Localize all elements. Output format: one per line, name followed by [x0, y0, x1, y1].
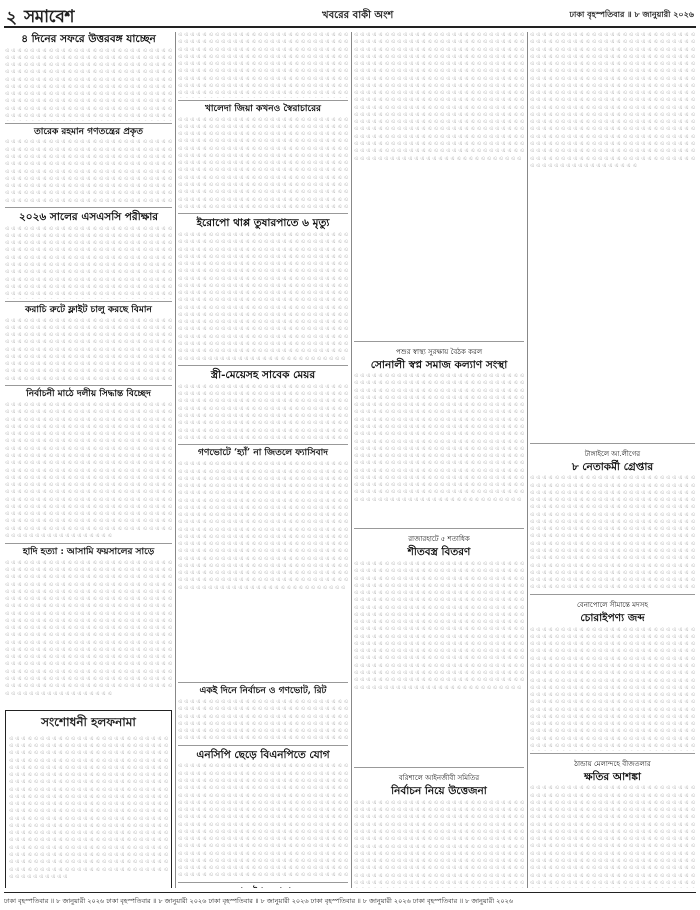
column-2 — [178, 32, 348, 888]
story-divider — [5, 543, 172, 544]
news-story — [178, 218, 348, 366]
column-4 — [530, 32, 695, 888]
story-headline — [178, 887, 348, 888]
story-divider — [178, 682, 348, 683]
story-body-text: এ এ এ এ এ এ এ এ এ এ এ এ এ এ এ এ এ এ এ এ এ এ এ এ এ এ এ এ এ এ এ এ এ এ এ এ এ এ এ এ এ এ এ এ এ এ এ এ এ এ এ এ এ এ এ এ এ এ এ এ এ এ এ এ এ এ এ এ এ এ এ এ এ এ এ এ এ এ এ এ এ এ এ এ এ এ এ এ এ এ এ এ এ এ এ এ এ এ এ এ এ এ এ এ এ এ এ এ এ এ এ এ এ এ এ এ এ এ এ এ এ এ এ এ এ এ এ এ এ এ এ এ এ এ এ এ এ এ এ এ এ এ এ এ এ এ এ এ এ এ এ এ এ এ এ এ এ এ এ এ এ এ এ এ এ এ এ এ এ এ এ এ এ এ এ এ এ এ এ এ এ এ এ এ এ এ এ এ এ এ এ এ এ এ এ এ এ এ এ এ এ এ এ এ এ এ এ এ এ এ এ এ এ এ এ এ এ এ এ এ এ এ এ এ এ এ এ এ এ এ এ এ এ এ এ এ এ এ এ এ এ এ এ — [5, 317, 172, 382]
story-kicker: পশুর স্বাস্থ্য সুরক্ষায় বৈঠক করল — [395, 347, 483, 356]
story-headline: ৮ নেতাকর্মী গ্রেপ্তার — [571, 460, 654, 473]
story-kicker: টাঙ্গাইলে আ.লীগের — [584, 449, 641, 458]
story-divider — [5, 301, 172, 302]
story-divider — [354, 767, 524, 768]
story-headline: গণভোটে ‘হ্যাঁ’ না জিতলে ফ্যাসিবাদ — [198, 448, 328, 459]
story-body-text: এ এ এ এ এ এ এ এ এ এ এ এ এ এ এ এ এ এ এ এ এ এ এ এ এ এ এ এ এ এ এ এ এ এ এ এ এ এ এ এ এ এ এ এ এ এ এ এ এ এ এ এ এ এ এ এ এ এ এ এ এ এ এ এ এ এ এ এ এ এ এ এ এ এ এ এ এ এ এ এ এ এ এ এ এ এ এ এ এ এ এ এ এ এ এ এ এ এ এ এ এ এ এ এ এ এ এ এ এ এ এ এ এ এ এ এ এ এ এ এ এ এ এ এ এ এ এ এ এ এ এ এ এ এ এ এ এ এ এ এ এ এ এ এ এ এ এ এ এ এ এ এ এ এ এ এ এ এ এ এ এ এ এ এ এ এ এ এ এ এ এ এ এ এ এ এ এ এ এ এ এ এ এ এ এ এ এ এ এ এ এ এ এ এ এ এ এ এ এ এ এ এ এ এ এ এ এ এ এ এ এ এ এ এ এ এ এ এ এ এ এ এ এ এ এ এ এ এ এ এ এ এ এ এ এ এ এ এ এ এ এ এ এ এ এ এ এ এ এ এ এ এ এ এ এ এ এ এ এ এ এ এ এ এ এ এ এ এ এ এ এ এ এ এ এ এ এ এ এ এ এ এ এ এ এ এ এ এ এ এ এ এ এ এ এ এ এ এ এ এ এ এ এ এ এ এ এ এ এ এ এ এ এ এ এ এ এ এ এ এ এ এ এ এ এ এ এ এ এ এ এ এ এ এ এ এ এ এ এ এ এ এ এ এ এ এ এ এ এ এ এ এ এ এ এ এ এ এ এ এ এ এ এ এ এ এ এ এ এ এ এ এ এ এ এ এ এ এ এ এ এ এ এ এ এ এ এ এ এ এ এ এ এ এ এ এ এ এ এ এ এ এ এ এ এ এ এ এ এ এ এ এ এ এ এ এ এ এ এ এ এ এ এ এ এ এ এ এ এ এ এ এ এ এ এ এ এ এ এ এ এ এ এ এ এ এ এ এ এ এ এ এ এ এ এ এ এ এ এ এ এ এ এ এ এ এ এ এ এ এ এ এ এ এ এ এ এ এ এ এ এ এ এ এ এ এ এ এ এ এ এ এ এ এ এ এ এ এ এ এ এ এ এ এ — [178, 232, 348, 362]
story-body-text: এ এ এ এ এ এ এ এ এ এ এ এ এ এ এ এ এ এ এ এ এ এ এ এ এ এ এ এ এ এ এ এ এ এ এ এ এ এ এ এ এ এ এ এ এ এ এ এ এ এ এ এ এ এ এ এ এ এ এ এ এ এ এ এ এ এ এ এ এ এ এ এ এ এ এ এ এ এ এ এ এ এ এ এ এ এ এ এ এ এ এ এ এ এ এ এ এ এ এ এ এ এ এ এ এ এ এ এ এ এ এ এ এ এ এ এ এ এ এ এ এ এ এ এ এ এ এ এ এ এ এ এ এ এ এ এ এ এ এ এ এ এ এ এ এ এ এ এ এ এ এ এ এ এ এ এ এ এ এ এ এ এ এ এ এ এ এ এ এ এ এ এ এ এ এ এ এ এ এ এ এ এ এ এ এ এ এ এ এ এ এ এ এ এ এ এ এ এ এ এ এ এ এ এ এ এ এ এ এ এ এ এ এ এ এ এ এ এ এ এ এ এ এ এ এ এ এ এ এ এ এ এ এ এ এ এ এ এ এ এ এ এ এ এ এ এ এ এ এ এ এ এ এ এ এ এ এ এ এ এ এ এ এ এ এ এ এ এ এ এ — [5, 47, 172, 119]
story-headline: হাদি হত্যা : আসামি ফয়সালের সাড়ে — [22, 546, 155, 557]
story-headline: এনসিপি ছেড়ে বিএনপিতে যোগ — [196, 748, 330, 761]
news-story — [354, 772, 524, 888]
story-divider — [530, 594, 695, 595]
story-headline: ক্ষতির আশঙ্কা — [584, 770, 641, 783]
news-story — [354, 32, 524, 342]
story-headline: নির্বাচন নিয়ে উত্তেজনা — [391, 785, 487, 798]
story-divider — [178, 213, 348, 214]
story-divider — [178, 100, 348, 101]
story-divider — [5, 207, 172, 208]
news-story — [354, 533, 524, 768]
story-divider — [178, 745, 348, 746]
news-story — [5, 212, 172, 302]
story-headline: সোনালী স্বপ্ন সমাজ কল্যাণ সংস্থা — [370, 358, 508, 371]
story-headline: করাচি রুটে ফ্লাইট চালু করছে বিমান — [25, 304, 152, 315]
news-story — [178, 449, 348, 683]
story-body-text: এ এ এ এ এ এ এ এ এ এ এ এ এ এ এ এ এ এ এ এ এ এ এ এ এ এ এ এ এ এ এ এ এ এ এ এ এ এ এ এ এ এ এ এ এ এ এ এ এ এ এ এ এ এ এ এ এ এ এ এ এ এ এ এ এ এ এ এ এ এ এ এ এ এ এ এ এ এ এ এ এ এ এ এ এ এ এ এ এ এ এ এ এ এ এ এ এ এ এ এ এ এ এ এ এ এ এ এ এ এ এ এ এ এ এ এ এ এ এ এ এ এ এ এ এ এ এ এ এ এ এ এ এ এ এ এ এ এ এ এ এ এ এ এ এ এ এ এ এ এ এ এ এ এ এ এ এ এ এ এ এ এ এ এ এ এ এ এ এ এ এ এ এ এ এ এ এ এ এ এ এ এ এ এ এ এ এ এ এ এ এ এ এ এ এ এ এ এ এ এ এ এ এ এ এ এ এ এ এ এ এ এ এ এ এ এ এ এ এ এ এ এ এ এ এ এ এ এ এ এ এ এ এ এ এ এ এ এ এ এ এ এ এ এ এ এ এ এ এ এ এ এ এ এ এ এ এ এ এ এ এ এ এ এ এ এ এ এ এ এ এ এ এ এ এ এ এ এ এ এ এ এ এ এ এ এ এ এ এ এ এ এ এ এ এ এ এ এ এ এ এ এ এ এ এ এ এ এ এ এ এ এ এ এ এ এ এ এ এ এ এ এ এ এ এ এ এ এ এ এ এ এ এ এ এ এ এ এ এ এ এ এ এ এ এ এ এ এ এ এ এ এ এ এ এ এ এ এ এ এ এ এ এ এ — [178, 116, 348, 210]
column-1-stories — [5, 34, 172, 706]
story-headline: তারেক রহমান গণতন্ত্রের প্রকৃত — [34, 126, 143, 137]
story-body-text: এ এ এ এ এ এ এ এ এ এ এ এ এ এ এ এ এ এ এ এ এ এ এ এ এ এ এ এ এ এ এ এ এ এ এ এ এ এ এ এ এ এ এ এ এ এ এ এ এ এ এ এ এ এ এ এ এ এ এ এ এ এ এ এ এ এ এ এ এ এ এ এ এ এ এ এ এ এ এ এ এ এ এ এ এ এ এ এ এ এ এ এ এ এ এ এ এ এ এ এ এ এ এ এ এ এ এ এ এ এ এ এ এ এ এ এ এ এ এ এ এ এ এ এ এ এ এ এ এ এ এ এ এ এ এ এ এ এ এ এ এ এ এ এ এ এ এ এ এ এ এ এ এ এ এ এ এ এ এ এ এ এ এ এ এ এ এ এ এ এ এ এ এ এ এ এ এ এ এ এ এ এ এ এ এ এ এ এ এ এ এ এ এ এ এ এ এ এ এ এ এ এ এ এ এ এ এ এ এ এ এ এ এ এ এ এ এ এ এ এ এ এ এ এ এ এ এ এ এ এ এ এ এ এ এ এ এ এ এ এ এ এ এ এ এ এ এ এ এ এ এ এ — [178, 32, 348, 97]
issue-date: ঢাকা বৃহস্পতিবার ॥ ৮ জানুয়ারী ২০২৬ — [569, 10, 694, 19]
news-story — [530, 448, 695, 595]
story-body-text: এ এ এ এ এ এ এ এ এ এ এ এ এ এ এ এ এ এ এ এ এ এ এ এ এ এ এ এ এ এ এ এ এ এ এ এ এ এ এ এ এ এ এ এ এ এ এ এ এ এ এ এ এ এ এ এ এ এ এ এ এ এ এ এ এ এ এ এ এ এ এ এ এ এ এ এ এ এ এ এ এ এ এ এ এ এ এ এ এ এ এ এ এ এ এ এ এ এ এ এ এ এ এ এ এ এ এ এ এ এ এ এ এ এ এ এ এ এ এ এ এ এ এ এ এ এ এ এ এ এ এ এ এ এ এ এ এ এ এ এ এ এ এ এ এ এ এ এ এ এ এ এ এ এ এ এ এ এ এ এ এ এ এ এ এ এ এ এ এ এ এ এ এ এ এ এ এ এ এ এ এ এ এ এ এ এ এ এ এ এ এ এ এ এ এ এ এ এ এ এ এ এ এ এ এ এ এ এ এ এ এ এ এ এ এ এ এ এ এ এ এ এ এ এ এ এ এ এ এ এ এ এ এ এ এ এ এ এ এ এ এ এ এ এ এ এ এ এ এ এ এ এ এ এ এ এ এ এ এ এ এ এ এ এ এ এ এ এ এ এ এ এ এ এ এ এ এ এ এ এ এ এ এ এ এ এ এ এ এ এ এ এ এ এ এ এ এ এ এ এ এ এ এ এ এ এ এ এ এ এ এ এ এ এ এ এ এ এ এ এ এ এ এ এ এ এ এ এ এ এ এ এ এ এ এ এ — [354, 799, 524, 886]
section-title: খবরের বাকী অংশ — [322, 10, 394, 21]
story-body-text: এ এ এ এ এ এ এ এ এ এ এ এ এ এ এ এ এ এ এ এ এ এ এ এ এ এ এ এ এ এ এ এ এ এ এ এ এ এ এ এ এ এ এ এ এ এ এ এ এ এ এ এ এ এ এ এ এ এ এ এ এ এ এ এ এ এ এ এ এ এ এ এ এ এ এ এ এ এ এ এ এ এ এ এ এ এ এ এ এ এ এ এ এ এ এ এ এ এ এ এ এ এ এ এ এ এ এ এ এ এ এ এ এ এ এ এ এ এ এ এ এ এ এ এ এ এ এ এ এ এ এ এ এ এ এ এ এ এ এ এ এ এ এ এ এ এ এ এ এ এ এ এ এ এ এ এ এ এ এ এ এ এ এ এ এ এ এ এ এ এ এ এ এ এ এ এ এ এ এ এ এ এ এ এ এ এ এ এ এ এ এ এ এ এ এ এ এ এ এ এ এ এ এ এ এ এ এ এ এ এ এ এ এ এ এ এ এ এ এ এ এ এ এ এ এ এ এ এ এ এ এ এ এ এ এ এ এ এ এ এ এ এ এ এ এ এ এ এ এ এ এ এ এ এ এ এ এ এ এ এ এ এ এ এ এ এ এ এ এ এ এ এ এ এ এ এ এ এ এ এ এ এ এ এ এ এ এ এ এ এ এ এ এ এ এ এ এ এ এ এ এ এ এ এ এ এ এ এ এ এ এ এ এ এ এ এ এ এ এ এ এ এ এ এ এ এ এ এ এ এ এ এ এ এ এ এ এ এ এ এ এ এ এ এ এ এ এ এ এ এ এ এ এ এ এ এ এ এ এ এ এ এ এ এ এ এ এ এ এ এ এ এ এ এ এ এ এ এ এ এ এ এ এ এ এ এ এ এ এ এ এ এ এ এ এ এ এ এ এ এ এ এ এ এ এ এ এ এ এ এ এ এ এ এ এ এ এ এ এ এ এ এ এ এ এ এ এ এ এ এ এ এ এ এ এ এ এ এ এ এ এ এ এ এ এ এ এ এ এ এ এ এ এ এ এ এ এ এ এ এ এ এ এ এ এ এ এ এ এ এ এ এ এ এ এ এ এ এ এ এ এ এ এ এ এ এ এ এ এ এ এ এ এ এ এ এ এ এ এ এ এ এ এ এ — [5, 559, 172, 697]
news-story — [530, 32, 695, 444]
corrective-affidavit-notice — [5, 710, 172, 888]
story-body-text: এ এ এ এ এ এ এ এ এ এ এ এ এ এ এ এ এ এ এ এ এ এ এ এ এ এ এ এ এ এ এ এ এ এ এ এ এ এ এ এ এ এ এ এ এ এ এ এ এ এ এ এ এ এ এ এ এ এ এ এ এ এ এ এ এ এ এ এ এ এ এ এ এ এ এ এ এ এ এ এ এ এ এ এ এ এ এ এ এ এ এ এ এ এ এ এ এ এ এ এ এ এ এ এ এ এ এ এ এ এ এ এ এ এ এ এ এ এ এ এ এ এ এ এ এ এ এ এ এ এ এ এ এ এ এ এ এ এ এ এ এ এ এ এ এ এ এ এ এ এ এ এ এ এ এ এ এ এ এ এ এ এ এ এ এ এ এ এ এ এ এ এ এ এ এ এ এ এ এ এ এ এ এ এ এ এ এ এ এ এ এ এ এ এ এ এ এ এ এ এ এ এ এ এ এ এ এ এ এ এ এ এ এ এ এ এ এ এ এ এ এ এ এ এ এ এ এ এ এ এ এ এ এ এ এ এ এ এ এ এ এ এ এ এ এ এ এ এ এ এ এ এ এ এ এ এ এ এ এ এ এ এ এ এ এ এ এ এ এ এ এ এ এ এ এ এ এ এ এ এ এ এ এ এ এ এ এ এ এ এ এ এ এ এ এ এ এ এ এ এ এ এ এ এ এ এ এ এ এ এ এ এ এ এ এ এ এ এ এ এ এ এ এ এ এ এ এ এ এ এ এ এ এ এ এ এ এ এ এ এ এ এ এ এ এ এ এ এ এ এ এ এ এ এ এ এ এ এ এ এ এ এ এ এ এ এ এ এ এ এ এ এ এ এ এ এ এ এ এ এ এ এ এ এ এ এ এ এ এ এ এ এ এ এ এ এ এ এ এ এ এ এ এ এ এ এ এ এ এ এ এ এ এ এ এ এ এ এ এ এ এ এ এ এ এ এ এ এ এ এ এ এ এ এ এ এ এ এ এ এ এ এ এ এ এ এ এ এ এ এ এ এ এ এ এ এ এ এ এ এ এ এ এ এ এ এ এ এ এ এ এ এ এ এ এ এ এ এ এ এ এ এ এ এ এ এ এ এ এ এ এ এ এ এ এ এ এ এ এ এ এ এ এ এ — [178, 461, 348, 591]
news-story — [5, 390, 172, 544]
story-body-text: এ এ এ এ এ এ এ এ এ এ এ এ এ এ এ এ এ এ এ এ এ এ এ এ এ এ এ এ এ এ এ এ এ এ এ এ এ এ এ এ এ এ এ এ এ এ এ এ এ এ এ এ এ এ এ এ এ এ এ এ এ এ এ এ এ এ এ এ এ এ এ এ এ এ এ এ এ এ এ এ এ এ এ এ এ এ এ এ এ এ এ এ এ এ এ এ এ এ এ এ এ এ এ এ এ এ এ এ এ এ এ এ এ এ এ এ এ এ এ এ এ এ এ এ এ এ এ এ এ এ এ এ এ এ এ এ এ এ এ এ এ এ এ এ এ এ এ এ এ এ এ এ এ এ এ এ এ এ এ এ এ এ এ এ এ এ এ এ এ এ এ এ এ এ এ এ এ এ এ এ এ এ এ এ এ এ এ এ এ এ এ এ এ এ এ এ এ এ এ এ এ এ এ এ এ এ এ এ এ এ এ এ এ এ এ এ এ এ এ এ এ এ এ এ এ এ এ এ এ এ এ এ এ এ এ এ এ এ এ এ এ এ এ — [5, 139, 172, 204]
story-divider — [5, 385, 172, 386]
news-story — [530, 758, 695, 888]
page-number: ২ — [6, 8, 18, 28]
news-story — [178, 105, 348, 215]
news-story — [178, 370, 348, 445]
news-story — [178, 887, 348, 888]
notice-body-text: এ এ এ এ এ এ এ এ এ এ এ এ এ এ এ এ এ এ এ এ এ এ এ এ এ এ এ এ এ এ এ এ এ এ এ এ এ এ এ এ এ এ এ এ এ এ এ এ এ এ এ এ এ এ এ এ এ এ এ এ এ এ এ এ এ এ এ এ এ এ এ এ এ এ এ এ এ এ এ এ এ এ এ এ এ এ এ এ এ এ এ এ এ এ এ এ এ এ এ এ এ এ এ এ এ এ এ এ এ এ এ এ এ এ এ এ এ এ এ এ এ এ এ এ এ এ এ এ এ এ এ এ এ এ এ এ এ এ এ এ এ এ এ এ এ এ এ এ এ এ এ এ এ এ এ এ এ এ এ এ এ এ এ এ এ এ এ এ এ এ এ এ এ এ এ এ এ এ এ এ এ এ এ এ এ এ এ এ এ এ এ এ এ এ এ এ এ এ এ এ এ এ এ এ এ এ এ এ এ এ এ এ এ এ এ এ এ এ এ এ এ এ এ এ এ এ এ এ এ এ এ এ এ এ এ এ এ এ এ এ এ এ এ এ এ এ এ এ এ এ এ এ এ এ এ এ এ এ এ এ এ এ এ এ এ এ এ এ এ এ এ এ এ এ এ এ এ এ এ এ এ এ এ এ এ এ এ এ এ এ এ এ এ এ এ এ এ এ এ এ এ এ এ এ এ এ এ এ এ এ এ এ এ এ এ এ এ এ এ এ এ এ এ এ এ এ এ এ এ এ এ এ এ এ এ এ এ এ এ এ এ এ এ এ এ এ এ এ এ এ এ এ এ এ এ এ এ এ এ এ এ এ এ এ এ এ এ এ এ এ এ এ এ এ এ এ এ এ এ এ এ এ এ এ এ এ এ এ এ এ এ এ এ এ এ এ এ এ এ এ এ এ এ এ এ এ এ এ এ এ এ এ এ এ এ এ এ এ এ এ এ এ এ এ এ এ এ এ এ এ এ এ এ এ এ এ এ এ এ এ এ এ এ এ এ এ এ এ এ এ এ এ এ এ এ এ এ এ এ এ এ এ এ এ এ এ এ এ এ এ এ এ এ এ এ এ এ এ এ এ এ এ এ এ এ এ এ এ এ এ এ এ এ এ এ এ এ এ এ এ এ এ এ এ — [9, 735, 168, 880]
masthead — [4, 4, 696, 28]
news-story — [5, 128, 172, 209]
story-body-text: এ এ এ এ এ এ এ এ এ এ এ এ এ এ এ এ এ এ এ এ এ এ এ এ এ এ এ এ এ এ এ এ এ এ এ এ এ এ এ এ এ এ এ এ এ এ এ এ এ এ এ এ এ এ এ এ এ এ এ এ এ এ এ এ এ এ এ এ এ এ এ এ এ এ এ এ এ এ এ এ এ এ এ এ এ এ এ এ এ এ এ এ এ এ এ এ এ এ এ এ এ এ এ এ এ এ এ এ এ এ এ এ এ এ এ এ এ এ এ এ এ এ এ এ এ এ এ এ এ এ এ এ এ এ এ এ এ এ এ এ এ এ এ এ এ এ এ এ এ এ এ এ এ এ এ এ এ এ এ এ এ এ এ এ এ এ এ এ এ এ এ এ এ এ এ এ এ এ এ এ এ এ এ এ এ এ এ এ এ এ এ এ এ এ এ এ এ এ এ এ এ এ এ এ এ এ এ এ এ এ এ এ এ এ এ এ এ এ এ এ এ এ এ এ এ এ এ এ এ এ এ এ এ এ এ এ এ এ এ এ এ এ এ এ এ এ এ এ এ এ এ এ এ এ এ এ এ এ এ এ এ এ এ এ এ এ এ এ এ এ — [5, 225, 172, 298]
story-body-text: এ এ এ এ এ এ এ এ এ এ এ এ এ এ এ এ এ এ এ এ এ এ এ এ এ এ এ এ এ এ এ এ এ এ এ এ এ এ এ এ এ এ এ এ এ এ এ এ এ এ এ এ এ এ এ এ এ এ এ এ এ এ এ এ এ এ এ এ এ এ এ এ এ এ এ এ এ এ এ এ এ এ এ এ এ এ এ এ এ এ এ এ এ এ এ এ এ এ এ এ এ এ এ এ এ এ এ এ এ এ এ এ এ এ এ এ এ এ এ এ এ এ এ এ এ এ এ এ এ এ এ এ এ এ এ এ এ এ এ এ এ এ এ এ এ এ এ এ এ এ এ এ এ এ এ এ এ এ এ এ এ এ এ এ এ এ এ এ এ এ এ এ এ এ এ এ এ এ এ এ এ এ এ এ এ এ এ এ এ এ এ এ এ এ এ এ এ এ এ এ এ এ এ এ এ এ এ এ এ এ এ এ এ এ এ এ এ এ এ এ এ এ এ এ এ এ এ এ এ এ এ এ এ এ এ এ এ এ এ এ এ এ এ এ এ এ এ এ এ এ এ এ এ এ এ এ এ এ এ এ এ এ এ এ এ এ এ এ এ এ এ এ এ এ এ এ এ এ এ এ এ এ এ এ এ এ এ এ এ এ এ এ এ এ এ এ এ এ এ এ এ এ এ এ এ এ এ এ এ এ এ এ এ এ এ এ এ এ এ এ এ এ এ এ এ এ এ এ এ এ এ এ এ এ এ এ এ এ এ এ এ এ এ এ এ এ এ এ এ এ এ এ এ এ এ এ এ এ এ এ এ এ এ এ এ এ এ এ এ এ এ এ এ এ এ এ এ এ এ এ এ এ এ এ এ এ এ এ এ এ এ এ এ এ এ এ এ এ এ এ এ এ এ এ এ এ এ এ এ এ এ এ এ এ এ এ এ এ এ এ এ এ এ এ এ এ এ এ এ এ এ এ এ এ এ এ এ এ এ এ এ এ এ এ এ এ এ এ — [178, 763, 348, 879]
story-divider — [354, 528, 524, 529]
page-footer: ঢাকা বৃহস্পতিবার ॥ ৮ জানুয়ারী ২০২৬ ঢাকা বৃহস্পতিবার ॥ ৮ জানুয়ারী ২০২৬ ঢাকা বৃহস্পতিবার ॥ ৮ জানুয়ারী ২০২৬ ঢাকা বৃহস্পতিবার ॥ ৮ জানুয়ারী ২০২৬ ঢাকা বৃহস্পতিবার ॥ ৮ জানুয়ারী ২০২৬ — [4, 892, 696, 907]
story-headline: শীতবস্ত্র বিতরণ — [407, 546, 471, 559]
story-kicker: ঠান্ডায় মেলান্দহে বীজতলার — [574, 759, 651, 768]
story-body-text: এ এ এ এ এ এ এ এ এ এ এ এ এ এ এ এ এ এ এ এ এ এ এ এ এ এ এ এ এ এ এ এ এ এ এ এ এ এ এ এ এ এ এ এ এ এ এ এ এ এ এ এ এ এ এ এ এ এ এ এ এ এ এ এ এ এ এ এ এ এ এ এ এ এ এ এ এ এ এ এ এ এ এ এ এ এ এ এ এ এ এ এ এ এ এ এ এ এ এ এ এ এ এ এ এ এ এ এ এ এ এ এ এ এ এ এ এ এ এ এ এ এ এ এ এ এ এ এ এ এ এ এ এ এ এ এ এ এ এ এ এ এ এ এ এ এ এ এ এ এ এ এ এ এ এ এ এ এ এ এ এ এ এ এ এ এ এ এ এ এ এ এ এ এ এ এ এ এ এ এ এ এ এ এ এ এ এ এ এ এ এ এ এ এ এ এ এ এ এ এ এ এ এ এ এ এ এ এ এ এ এ এ এ এ এ এ এ এ এ এ এ এ এ এ এ এ এ এ এ এ এ এ এ এ এ এ এ এ এ এ এ এ এ এ এ এ এ এ এ এ এ এ এ এ এ এ এ এ এ এ এ এ এ এ এ এ এ এ এ এ এ এ এ এ এ এ এ এ এ এ এ এ এ এ এ এ এ এ এ এ এ এ এ এ এ এ এ এ এ এ এ এ এ এ এ এ এ এ এ এ এ এ এ এ এ এ এ এ এ এ এ এ এ এ এ এ এ এ এ এ এ এ এ এ এ এ এ এ এ এ এ এ এ এ এ এ এ এ এ এ এ এ এ এ এ এ এ এ এ এ এ এ এ এ এ এ এ এ এ এ এ এ এ এ এ এ এ এ এ এ এ এ এ এ এ এ এ এ এ এ এ এ এ এ এ এ এ এ এ এ এ এ এ এ এ এ এ এ এ এ এ এ এ এ এ এ এ এ এ এ এ এ এ এ এ এ এ এ এ এ এ এ এ এ এ এ এ এ এ এ এ এ এ এ এ এ এ এ এ এ এ এ এ এ এ এ এ এ এ এ এ এ এ এ এ এ এ এ এ এ এ এ এ এ এ এ এ এ এ এ এ এ এ এ এ এ এ এ এ এ এ এ এ এ এ এ এ এ এ এ এ এ এ এ — [354, 32, 524, 162]
newspaper-logo: সমাবেশ — [24, 7, 74, 27]
story-kicker: বেনাপোলে সীমান্তে মদসহ — [576, 601, 649, 610]
story-divider — [530, 753, 695, 754]
story-divider — [178, 882, 348, 883]
story-headline: ৪ দিনের সফরে উত্তরবঙ্গ যাচ্ছেন — [21, 33, 156, 45]
story-body-text: এ এ এ এ এ এ এ এ এ এ এ এ এ এ এ এ এ এ এ এ এ এ এ এ এ এ এ এ এ এ এ এ এ এ এ এ এ এ এ এ এ এ এ এ এ এ এ এ এ এ এ এ এ এ এ এ এ এ এ এ এ এ এ এ এ এ এ এ এ এ এ এ এ এ এ এ এ এ এ এ এ এ এ এ এ এ এ এ এ এ এ এ এ এ এ এ এ এ এ এ এ এ এ এ এ এ এ এ এ এ এ এ এ এ এ এ এ এ এ এ এ এ এ এ এ এ এ এ এ এ এ এ এ এ এ এ এ এ এ এ এ এ এ এ এ এ এ এ এ এ এ এ এ এ এ এ এ এ এ এ এ এ এ এ এ এ এ এ — [178, 699, 348, 742]
story-body-text: এ এ এ এ এ এ এ এ এ এ এ এ এ এ এ এ এ এ এ এ এ এ এ এ এ এ এ এ এ এ এ এ এ এ এ এ এ এ এ এ এ এ এ এ এ এ এ এ এ এ এ এ এ এ এ এ এ এ এ এ এ এ এ এ এ এ এ এ এ এ এ এ এ এ এ এ এ এ এ এ এ এ এ এ এ এ এ এ এ এ এ এ এ এ এ এ এ এ এ এ এ এ এ এ এ এ এ এ এ এ এ এ এ এ এ এ এ এ এ এ এ এ এ এ এ এ এ এ এ এ এ এ এ এ এ এ এ এ এ এ এ এ এ এ এ এ এ এ এ এ এ এ এ এ এ এ এ এ এ এ এ এ এ এ এ এ এ এ এ এ এ এ এ এ এ এ এ এ এ এ এ এ এ এ এ এ এ এ এ এ এ এ এ এ এ এ এ এ এ এ এ এ এ এ এ এ এ এ এ এ এ এ এ এ এ এ এ এ এ এ এ এ এ এ এ এ এ এ এ এ এ এ এ এ এ এ এ এ এ এ এ এ এ এ এ এ এ এ এ এ এ এ এ এ এ এ এ এ এ এ এ এ এ এ এ এ এ এ এ এ এ এ এ এ এ এ এ এ এ এ এ এ এ এ এ এ এ এ এ এ এ এ এ এ এ এ এ এ এ এ এ এ এ এ এ এ এ এ এ এ এ এ এ এ এ এ এ এ এ এ এ এ এ এ এ এ এ এ এ এ এ এ এ এ এ এ এ এ এ এ এ এ এ এ এ এ এ এ এ এ এ এ এ এ এ এ এ এ এ এ এ এ এ এ এ এ এ এ এ এ এ এ এ এ এ এ এ এ — [530, 785, 695, 886]
story-divider — [178, 365, 348, 366]
column-rule — [527, 32, 528, 888]
column-rule — [175, 32, 176, 888]
story-divider — [5, 123, 172, 124]
story-kicker: রাজারহাটে ৫ শতাধিক — [408, 535, 470, 544]
column-rule — [351, 32, 352, 888]
news-story — [5, 306, 172, 387]
story-headline: চোরাইপণ্য জব্দ — [580, 612, 645, 625]
story-divider — [530, 443, 695, 444]
story-divider — [178, 444, 348, 445]
story-headline: একই দিনে নির্বাচন ও গণভোট, রিট — [199, 686, 327, 697]
notice-title: সংশোধনী হলফনামা — [41, 714, 136, 729]
story-kicker: বরিশালে আইনজীবী সমিতির — [398, 774, 480, 783]
column-3 — [354, 32, 524, 888]
column-1 — [5, 32, 172, 888]
story-headline: ২০২৬ সালের এসএসসি পরীক্ষার — [18, 211, 159, 224]
news-story — [178, 750, 348, 883]
news-story — [5, 548, 172, 706]
story-body-text: এ এ এ এ এ এ এ এ এ এ এ এ এ এ এ এ এ এ এ এ এ এ এ এ এ এ এ এ এ এ এ এ এ এ এ এ এ এ এ এ এ এ এ এ এ এ এ এ এ এ এ এ এ এ এ এ এ এ এ এ এ এ এ এ এ এ এ এ এ এ এ এ এ এ এ এ এ এ এ এ এ এ এ এ এ এ এ এ এ এ এ এ এ এ এ এ এ এ এ এ এ এ এ এ এ এ এ এ এ এ এ এ এ এ এ এ এ এ এ এ এ এ এ এ এ এ এ এ এ এ এ এ এ এ এ এ এ এ এ এ এ এ এ এ এ এ এ এ এ এ এ এ এ এ এ এ এ এ এ এ এ এ এ এ এ এ এ এ এ এ এ এ এ এ এ এ এ এ এ এ এ এ এ এ এ এ এ এ এ এ এ এ এ এ এ এ এ এ এ এ এ এ এ এ এ এ এ এ এ এ এ এ এ এ এ এ এ এ এ এ এ এ এ এ এ এ এ এ এ এ এ এ এ এ এ এ এ এ এ এ এ এ এ এ এ এ এ এ এ এ এ এ এ এ এ এ এ এ এ এ এ এ এ এ এ এ এ এ এ এ এ এ এ এ এ এ এ এ এ এ এ এ এ এ এ এ এ এ এ এ এ এ এ এ এ এ এ এ এ এ এ এ এ এ এ এ এ এ এ এ এ এ এ এ এ এ এ এ এ এ এ এ এ এ এ এ এ এ এ এ এ এ এ এ এ এ এ এ এ এ এ এ এ এ এ এ এ এ এ এ এ এ এ এ এ এ এ এ এ এ এ এ এ এ এ এ এ এ এ এ এ এ এ এ এ এ এ এ এ এ এ এ এ এ এ এ এ এ এ এ এ এ এ এ এ এ এ এ এ এ এ এ এ এ এ এ এ এ এ এ এ এ এ এ এ এ এ এ এ এ এ এ এ এ এ এ এ এ এ এ এ এ এ এ এ এ এ এ এ এ এ এ এ এ এ এ এ এ এ এ এ এ এ এ এ এ এ এ এ — [530, 626, 695, 749]
story-body-text: এ এ এ এ এ এ এ এ এ এ এ এ এ এ এ এ এ এ এ এ এ এ এ এ এ এ এ এ এ এ এ এ এ এ এ এ এ এ এ এ এ এ এ এ এ এ এ এ এ এ এ এ এ এ এ এ এ এ এ এ এ এ এ এ এ এ এ এ এ এ এ এ এ এ এ এ এ এ এ এ এ এ এ এ এ এ এ এ এ এ এ এ এ এ এ এ এ এ এ এ এ এ এ এ এ এ এ এ এ এ এ এ এ এ এ এ এ এ এ এ এ এ এ এ এ এ এ এ এ এ এ এ এ এ এ এ এ এ এ এ এ এ এ এ এ এ এ এ এ এ এ এ এ এ এ এ এ এ এ এ এ এ এ এ এ এ এ এ এ এ এ এ এ এ এ এ এ এ এ এ এ এ এ এ এ এ এ এ এ এ এ এ এ এ এ এ এ এ এ এ এ এ এ এ এ এ এ এ এ এ এ এ এ এ এ এ এ এ এ এ এ এ এ এ এ এ এ এ এ এ এ এ এ এ এ এ এ এ এ এ এ এ এ এ এ এ এ এ এ এ এ এ এ এ এ এ এ এ এ এ এ এ এ এ এ এ এ এ এ এ এ এ এ এ এ এ এ এ এ এ এ এ এ এ এ এ এ এ এ এ এ এ এ এ এ এ এ এ এ এ এ এ এ এ এ এ এ এ এ এ এ এ এ এ এ এ এ এ এ এ এ এ এ এ এ এ এ এ এ এ এ এ এ এ এ এ এ এ এ এ এ এ এ এ এ এ এ এ এ এ এ এ এ এ এ এ এ এ এ এ এ এ এ এ এ এ এ এ এ এ এ এ এ এ এ এ এ এ এ এ এ এ এ এ এ এ এ এ এ এ এ এ এ এ এ এ এ এ এ এ এ এ এ এ এ এ এ এ এ এ এ এ এ এ এ এ এ এ এ এ এ এ এ এ এ এ এ এ এ এ এ এ এ এ এ এ এ এ এ এ এ এ এ এ এ এ এ এ এ এ এ এ এ এ এ এ এ এ এ এ এ এ এ এ এ এ এ এ এ এ এ এ এ এ এ এ এ এ এ এ এ এ এ এ এ এ এ এ এ এ এ এ এ এ এ এ এ এ এ এ এ এ এ এ — [354, 560, 524, 691]
news-story — [178, 32, 348, 101]
story-body-text: এ এ এ এ এ এ এ এ এ এ এ এ এ এ এ এ এ এ এ এ এ এ এ এ এ এ এ এ এ এ এ এ এ এ এ এ এ এ এ এ এ এ এ এ এ এ এ এ এ এ এ এ এ এ এ এ এ এ এ এ এ এ এ এ এ এ এ এ এ এ এ এ এ এ এ এ এ এ এ এ এ এ এ এ এ এ এ এ এ এ এ এ এ এ এ এ এ এ এ এ এ এ এ এ এ এ এ এ এ এ এ এ এ এ এ এ এ এ এ এ এ এ এ এ এ এ এ এ এ এ এ এ এ এ এ এ এ এ এ এ এ এ এ এ এ এ এ এ এ এ এ এ এ এ এ এ এ এ এ এ এ এ এ এ এ এ এ এ এ এ এ এ এ এ এ এ এ এ এ এ এ এ এ এ এ এ এ এ এ এ এ এ এ এ এ এ এ এ এ এ এ এ এ এ এ এ এ এ এ এ এ এ এ এ এ এ এ এ এ এ এ এ এ এ এ এ এ এ এ এ এ এ এ এ এ এ এ এ এ এ এ এ এ এ এ এ এ এ এ এ এ এ এ এ এ এ এ এ এ এ এ এ এ এ এ এ এ এ এ এ এ এ এ এ এ এ এ এ এ এ এ এ এ এ এ এ এ এ এ এ এ এ এ এ এ এ এ এ এ এ এ এ এ এ এ এ এ এ এ এ এ এ এ এ এ এ এ এ এ এ এ এ এ এ এ এ এ এ এ এ এ এ এ এ এ এ এ এ এ এ এ এ এ এ এ এ এ এ এ এ এ এ এ এ এ এ এ এ এ এ এ এ এ এ এ এ এ এ এ এ এ এ এ এ এ এ এ এ এ এ এ এ এ এ এ এ এ এ এ এ এ এ এ এ এ এ এ এ এ এ এ এ এ এ এ এ এ এ এ এ এ এ এ এ এ এ এ এ এ এ এ এ এ এ এ এ এ এ এ এ এ এ এ এ এ এ এ এ এ এ এ এ এ এ এ এ এ এ এ এ এ এ এ এ এ এ এ এ এ এ এ এ এ এ এ এ এ এ এ এ এ এ এ এ এ এ এ এ এ এ এ এ এ এ এ এ এ এ এ এ এ এ এ এ এ এ এ এ এ এ এ এ এ এ — [5, 402, 172, 539]
story-headline: নির্বাচনী মাঠে দলীয় সিদ্ধান্ত বিচ্ছেদ — [26, 389, 151, 400]
story-headline: ইরোপো থাপ্প তুষারপাতে ৬ মৃত্যু — [196, 217, 330, 230]
news-story — [354, 346, 524, 530]
story-body-text: এ এ এ এ এ এ এ এ এ এ এ এ এ এ এ এ এ এ এ এ এ এ এ এ এ এ এ এ এ এ এ এ এ এ এ এ এ এ এ এ এ এ এ এ এ এ এ এ এ এ এ এ এ এ এ এ এ এ এ এ এ এ এ এ এ এ এ এ এ এ এ এ এ এ এ এ এ এ এ এ এ এ এ এ এ এ এ এ এ এ এ এ এ এ এ এ এ এ এ এ এ এ এ এ এ এ এ এ এ এ এ এ এ এ এ এ এ এ এ এ এ এ এ এ এ এ এ এ এ এ এ এ এ এ এ এ এ এ এ এ এ এ এ এ এ এ এ এ এ এ এ এ এ এ এ এ এ এ এ এ এ এ এ এ এ এ এ এ এ এ এ এ এ এ এ এ এ এ এ এ এ এ এ এ এ এ এ এ এ এ এ এ এ এ এ এ এ এ এ এ এ এ এ এ এ এ এ এ এ এ এ এ এ এ এ এ এ এ এ এ এ এ এ এ এ এ এ এ এ এ এ এ এ এ এ এ এ এ এ এ এ এ এ এ এ এ এ এ এ এ এ এ এ এ এ এ এ এ এ এ এ এ এ এ এ এ এ এ এ এ এ এ এ এ এ এ এ এ এ এ এ এ এ এ এ এ এ এ এ এ এ এ এ এ এ এ এ এ এ এ এ এ এ এ এ এ এ এ এ এ এ এ এ এ এ এ এ এ এ এ এ এ এ এ এ এ এ এ এ এ এ এ এ এ এ এ এ এ এ এ এ এ এ এ এ এ এ এ এ এ এ এ এ এ এ এ এ এ এ এ এ এ এ এ এ এ এ এ এ এ এ এ এ এ এ এ এ এ এ এ এ এ এ এ এ এ এ এ এ এ এ এ এ এ এ এ এ এ এ এ এ এ এ এ এ এ এ এ এ এ এ এ এ এ এ এ এ এ এ এ এ এ এ এ এ এ এ এ এ এ এ এ এ এ এ এ এ এ এ এ এ এ এ এ এ এ এ এ এ এ এ এ এ এ এ এ এ এ এ এ এ এ এ এ এ এ এ এ এ এ এ এ এ এ এ এ এ এ এ এ এ এ এ এ এ এ এ এ এ এ এ এ এ এ এ এ এ এ এ এ এ এ এ এ — [354, 373, 524, 503]
news-story — [530, 599, 695, 754]
news-story — [5, 34, 172, 124]
story-divider — [354, 341, 524, 342]
story-headline: স্ত্রী-মেয়েসহ সাবেক মেয়র — [210, 369, 316, 382]
story-headline: খালেদা জিয়া কখনও স্বৈরাচারের — [205, 103, 321, 114]
story-body-text: এ এ এ এ এ এ এ এ এ এ এ এ এ এ এ এ এ এ এ এ এ এ এ এ এ এ এ এ এ এ এ এ এ এ এ এ এ এ এ এ এ এ এ এ এ এ এ এ এ এ এ এ এ এ এ এ এ এ এ এ এ এ এ এ এ এ এ এ এ এ এ এ এ এ এ এ এ এ এ এ এ এ এ এ এ এ এ এ এ এ এ এ এ এ এ এ এ এ এ এ এ এ এ এ এ এ এ এ এ এ এ এ এ এ এ এ এ এ এ এ এ এ এ এ এ এ এ এ এ এ এ এ এ এ এ এ এ এ এ এ এ এ এ এ এ এ এ এ এ এ এ এ এ এ এ এ এ এ এ এ এ এ এ এ এ এ এ এ এ এ এ এ এ এ এ এ এ এ এ এ এ এ এ এ এ এ এ এ এ এ এ এ এ এ এ এ এ এ এ এ এ এ এ এ এ এ এ এ এ এ এ এ এ এ এ এ এ এ এ এ এ এ এ এ এ এ এ এ এ এ এ এ এ এ এ এ এ এ এ এ এ এ এ এ এ এ এ এ এ এ এ এ এ এ এ এ এ এ এ এ এ এ এ এ এ এ এ এ এ এ এ এ এ এ এ এ এ এ এ এ এ এ এ এ এ এ এ এ এ এ এ এ এ এ এ এ এ এ এ এ এ এ এ এ এ এ এ এ এ এ এ এ এ এ এ এ এ এ এ এ এ এ এ এ এ এ এ এ এ এ এ এ এ এ এ এ এ এ এ এ এ এ এ এ এ এ এ এ এ এ এ এ এ এ এ এ এ এ এ এ এ এ এ এ এ এ এ এ এ এ এ এ এ এ এ এ এ এ এ এ এ এ এ এ এ এ এ এ এ এ এ এ এ এ এ এ এ এ এ এ এ এ এ এ এ এ এ এ এ এ এ এ এ এ এ এ এ এ এ এ এ এ এ এ এ এ এ এ এ এ এ এ এ এ এ এ এ এ এ এ এ এ এ এ এ এ এ এ এ এ এ এ এ এ এ এ এ এ এ এ এ এ এ এ এ এ এ এ এ এ এ এ এ এ এ এ এ এ এ এ এ এ এ এ এ এ এ এ এ এ এ এ এ এ এ এ এ এ এ এ এ এ এ এ — [530, 32, 695, 169]
news-story — [178, 687, 348, 746]
story-body-text: এ এ এ এ এ এ এ এ এ এ এ এ এ এ এ এ এ এ এ এ এ এ এ এ এ এ এ এ এ এ এ এ এ এ এ এ এ এ এ এ এ এ এ এ এ এ এ এ এ এ এ এ এ এ এ এ এ এ এ এ এ এ এ এ এ এ এ এ এ এ এ এ এ এ এ এ এ এ এ এ এ এ এ এ এ এ এ এ এ এ এ এ এ এ এ এ এ এ এ এ এ এ এ এ এ এ এ এ এ এ এ এ এ এ এ এ এ এ এ এ এ এ এ এ এ এ এ এ এ এ এ এ এ এ এ এ এ এ এ এ এ এ এ এ এ এ এ এ এ এ এ এ এ এ এ এ এ এ এ এ এ এ এ এ এ এ এ এ এ এ এ এ এ এ এ এ এ এ এ এ এ এ এ এ এ এ এ এ এ এ এ এ এ এ এ এ এ এ এ এ এ এ এ এ এ এ এ এ এ এ এ এ এ এ এ এ এ এ এ এ এ এ এ এ — [178, 383, 348, 441]
story-body-text: এ এ এ এ এ এ এ এ এ এ এ এ এ এ এ এ এ এ এ এ এ এ এ এ এ এ এ এ এ এ এ এ এ এ এ এ এ এ এ এ এ এ এ এ এ এ এ এ এ এ এ এ এ এ এ এ এ এ এ এ এ এ এ এ এ এ এ এ এ এ এ এ এ এ এ এ এ এ এ এ এ এ এ এ এ এ এ এ এ এ এ এ এ এ এ এ এ এ এ এ এ এ এ এ এ এ এ এ এ এ এ এ এ এ এ এ এ এ এ এ এ এ এ এ এ এ এ এ এ এ এ এ এ এ এ এ এ এ এ এ এ এ এ এ এ এ এ এ এ এ এ এ এ এ এ এ এ এ এ এ এ এ এ এ এ এ এ এ এ এ এ এ এ এ এ এ এ এ এ এ এ এ এ এ এ এ এ এ এ এ এ এ এ এ এ এ এ এ এ এ এ এ এ এ এ এ এ এ এ এ এ এ এ এ এ এ এ এ এ এ এ এ এ এ এ এ এ এ এ এ এ এ এ এ এ এ এ এ এ এ এ এ এ এ এ এ এ এ এ এ এ এ এ এ এ এ এ এ এ এ এ এ এ এ এ এ এ এ এ এ এ এ এ এ এ এ এ এ এ এ এ এ এ এ এ এ এ এ এ এ এ এ এ এ এ এ এ এ এ এ এ এ এ এ এ এ এ এ এ এ এ এ এ এ এ এ এ এ এ এ এ এ এ এ এ এ এ এ এ এ এ এ এ এ এ এ এ এ এ এ এ এ এ এ এ এ এ এ এ এ এ এ এ এ এ এ এ এ এ এ এ এ এ এ এ এ এ এ এ এ এ এ এ এ এ এ এ এ এ এ এ এ এ এ এ এ এ এ এ এ এ এ এ এ এ এ এ এ এ এ এ এ এ এ এ এ এ এ এ এ এ এ এ এ এ এ এ এ এ এ এ এ এ এ এ এ এ এ এ এ এ এ — [530, 475, 695, 591]
